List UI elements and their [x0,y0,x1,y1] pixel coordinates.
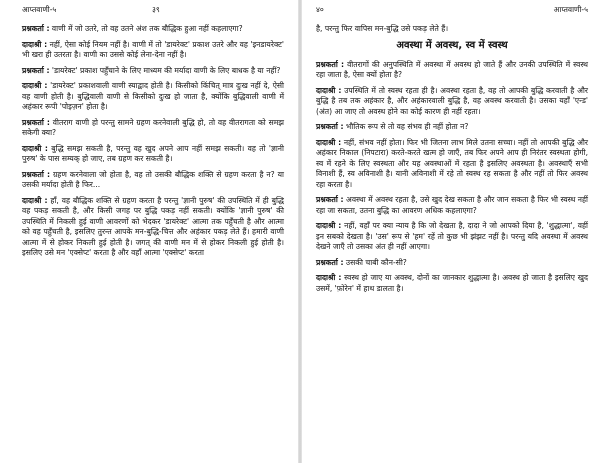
dialogue-text: 'डायरेक्ट' प्रकाश पहुँचाने के लिए माध्यम की मर्यादा वाणी के लिए बाधक है या नहीं? [51,65,281,75]
right-page-number: ४० [316,5,324,14]
right-header-title: आप्तवाणी-५ [553,5,588,14]
speaker-label: दादाश्री : [316,85,342,95]
section-title: अवस्था में अवस्थ, स्व में स्वस्थ [396,39,508,51]
dialogue-paragraph [22,24,284,35]
speaker-label: दादाश्री : [22,143,48,153]
speaker-label: दादाश्री : [316,221,342,230]
dialogue-paragraph [22,196,284,259]
speaker-label: प्रश्नकर्ता : [22,65,50,75]
dialogue-text: वीतरागों की अनुपस्थिति में अवस्था में अवस्थ हो जाते हैं और उनकी उपस्थिति में स्वस्थ रहा जाता है, ऐसा क्यों होता है? [316,59,588,79]
dialogue-text: स्वस्थ हो जाए या अवस्थ, दोनों का जानकार शुद्धात्मा है। अवस्थ हो जाता है इसलिए खुद उसमें, 'फ़ोरेन' में हाथ डालता है। [316,273,589,293]
dialogue-paragraph [22,144,284,165]
dialogue-paragraph [316,60,588,81]
dialogue-text: नहीं, ऐसा कोई नियम नहीं है। वाणी में तो 'डायरेक्ट' प्रकाश उतरे और वह 'इनडायरेक्ट' भी खरा ही उतरता है। वाणी का उससे कोई लेना-देना नहीं है। [22,39,284,59]
speaker-label: दादाश्री : [22,39,48,49]
speaker-label: दादाश्री : [316,273,342,282]
dialogue-text: नहीं, वहाँ पर क्या न्याय है कि जो देखता है, दादा ने जो आपको दिया है, 'शुद्धात्मा', वहीं इन सबको देखता है। 'उस' रूप से 'हम' रहें तो कुछ भी झंझट नहीं है। परन्तु यदि अवस्था में अवस्थ देखने जाएँ तो उसका अंत ही नहीं आएगा। [316,221,588,251]
dialogue-paragraph [316,273,588,294]
speaker-label: प्रश्नकर्ता : [316,195,344,204]
dialogue-text: हाँ, वह बौद्धिक शक्ति से ग्रहण करता है परन्तु 'ज्ञानी पुरुष' की उपस्थिति में ही बुद्धि वह पकड़ सकती है, और किसी जगह पर बुद्धि पकड़ नहीं सकती। क्योंकि 'ज्ञानी पुरुष' की उपस्थिति में निकली हुई वाणी आवरणों को भेदकर 'डायरेक्ट' आत्मा तक पहुँचती है और आत्मा को वह पहुँचती है, इसलिए तुरन्त आपके मन-बुद्धि-चित्त और अहंकार पकड़ लेते हैं। हमारी वाणी आत्मा में से होकर निकली हुई होती है। जगत् की वाणी मन में से होकर निकली हुई होती है। इसलिए उसे मन 'एक्सेप्ट' करता है और वहाँ आत्मा 'एक्सेप्ट' करता [22,195,284,257]
dialogue-paragraph [316,122,588,133]
dialogue-paragraph [22,118,284,139]
dialogue-text: नहीं, संभव नहीं होता। फिर भी जितना लाभ मिले उतना सच्चा। नहीं तो आपकी बुद्धि और अहंकार निकाल (निपटारा) करते-करते खत्म हो जाएँ, तब फिर अपने आप ही निरंतर स्वस्थता होगी, स्व में रहने के लिए स्वस्थता और यह अवस्थाओं में रहता है इसलिए अवस्थता है। अवस्थाएँ सभी विनाशी हैं, स्व अविनाशी है। यानी अविनाशी में रहे तो स्वस्थ रह सकता है और नहीं तो फिर अवस्थ रहा करता है। [316,137,588,189]
right-body-text [316,24,588,299]
speaker-label: प्रश्नकर्ता : [22,117,50,127]
speaker-label: प्रश्नकर्ता : [22,169,51,179]
speaker-label: दादाश्री : [22,195,48,205]
dialogue-paragraph [316,138,588,191]
left-page [0,0,298,463]
speaker-label: प्रश्नकर्ता : [316,122,344,131]
dialogue-text: उपस्थिति में तो स्वस्थ रहता ही है। अवस्था रहता है, वह तो आपकी बुद्धि करवाती है और बुद्धि है तब तक अहंकार है, और अहंकारवाली बुद्धि है, वह अवस्थ करवाती है। उसका यहाँ 'एन्ड' (अंत) आ जाए तो अवस्थ होने का कोई कारण ही नहीं रहता। [316,85,588,116]
dialogue-text: बुद्धि समझ सकती है, परन्तु वह खुद अपने आप नहीं समझ सकती। वह तो 'ज्ञानी पुरुष' के पास सम्यक् हो जाए, तब ग्रहण कर सकती है। [22,143,284,163]
dialogue-paragraph [316,86,588,118]
dialogue-paragraph [22,170,284,191]
left-header-title: आप्तवाणी-५ [22,5,57,14]
left-page-number: ३९ [152,5,160,14]
left-body-text [22,24,284,264]
dialogue-paragraph [22,40,284,61]
dialogue-text: वीतराग वाणी हो परन्तु सामने ग्रहण करनेवाली बुद्धि हो, तो वह वीतरागता को समझ सकेगी क्या? [22,117,284,137]
dialogue-paragraph [316,221,588,253]
speaker-label: प्रश्नकर्ता : [22,24,50,33]
dialogue-text: अवस्था में अवस्थ रहता है, उसे खुद देख सकता है और जान सकता है फिर भी स्वस्थ नहीं रहा जा सकता, उतना बुद्धि का आवरण अधिक कहलाएगा? [316,195,588,215]
dialogue-paragraph [22,81,284,113]
dialogue-text: 'डायरेक्ट' प्रकाशवाली वाणी स्याद्वाद होती है। किसीको किंचित् मात्र दुःख नहीं दे, ऐसी वह वाणी होती है। बुद्धिवाली वाणी से किसीको दुःख हो जाता है, क्योंकि बुद्धिवाली वाणी में अहंकार रूपी 'पोइज़न' होता है। [22,81,284,111]
right-page [302,0,600,463]
dialogue-paragraph [22,66,284,77]
dialogue-text: वाणी में जो उतरे, तो वह उतने अंश तक बौद्धिक हुआ नहीं कहलाएगा? [51,24,243,33]
dialogue-text: ग्रहण करनेवाला जो होता है, वह तो उसकी बौद्धिक शक्ति से ग्रहण करता है न? या उसकी मर्यादा होती है फिर... [22,169,284,189]
speaker-label: दादाश्री : [316,137,342,147]
intro-text: है, परन्तु फिर वापिस मन-बुद्धि उसे पकड़ लेते हैं। [316,24,449,33]
dialogue-text: उसकी चाबी कौन-सी? [345,257,407,267]
dialogue-text: भौतिक रूप से तो वह संभव ही नहीं होता न? [345,122,469,131]
speaker-label: दादाश्री : [22,81,48,90]
dialogue-paragraph [316,195,588,216]
speaker-label: प्रश्नकर्ता : [316,59,345,69]
speaker-label: प्रश्नकर्ता : [316,257,344,267]
dialogue-paragraph [316,258,588,269]
